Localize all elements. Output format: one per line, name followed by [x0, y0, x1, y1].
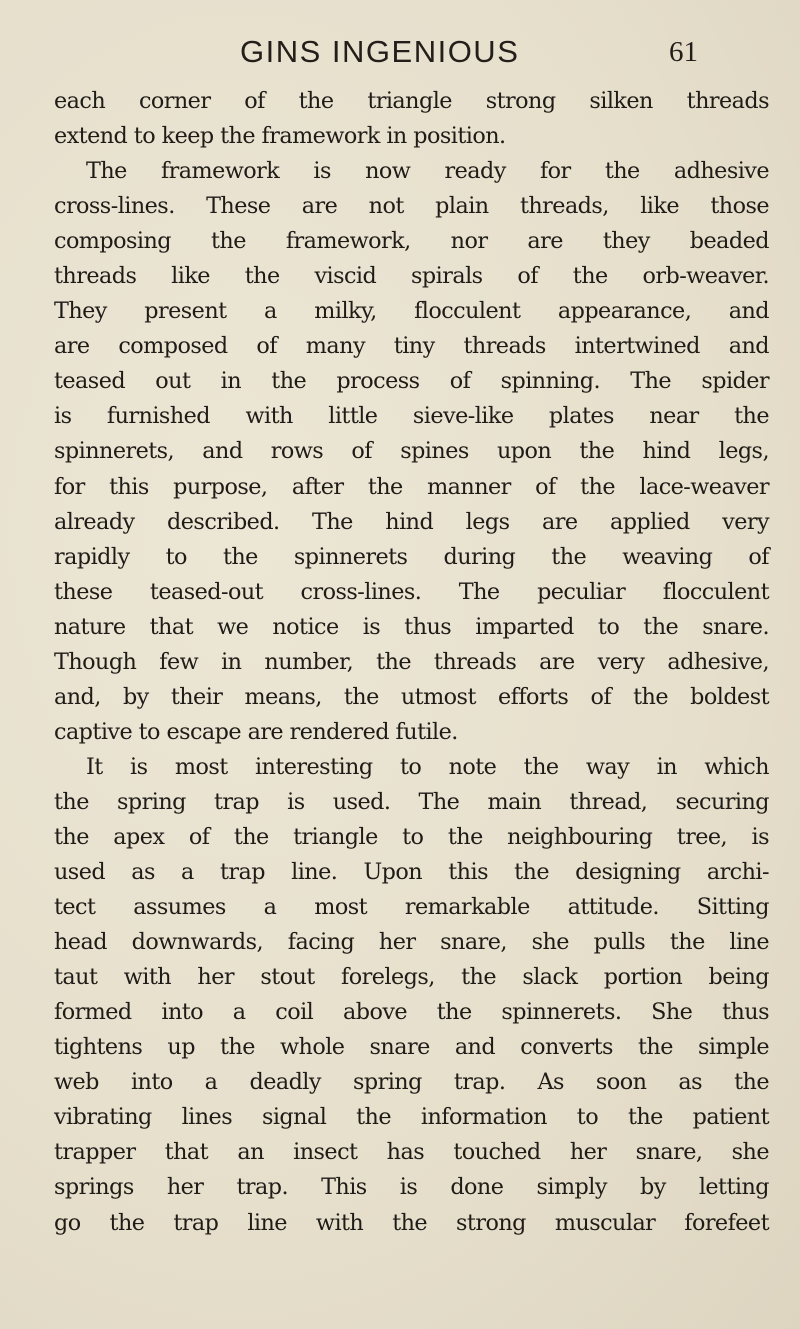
text-line: They present a milky, flocculent appearance, and — [54, 298, 769, 325]
page-number: 61 — [669, 36, 698, 68]
text-line: The framework is now ready for the adhesive — [86, 158, 769, 185]
text-line: extend to keep the framework in position. — [54, 123, 506, 150]
running-title: GINS INGENIOUS — [240, 34, 520, 69]
text-line: rapidly to the spinnerets during the weaving of — [54, 543, 769, 570]
text-line: already described. The hind legs are applied very — [54, 508, 769, 535]
text-line: teased out in the process of spinning. The spider — [54, 368, 769, 395]
text-line: tect assumes a most remarkable attitude. Sitting — [54, 894, 769, 921]
text-line: head downwards, facing her snare, she pulls the line — [54, 929, 769, 956]
text-line: is furnished with little sieve-like plates near the — [54, 403, 769, 430]
text-line: taut with her stout forelegs, the slack portion being — [54, 964, 769, 991]
text-line: for this purpose, after the manner of the lace-weaver — [54, 473, 769, 500]
text-line: these teased-out cross-lines. The peculiar flocculent — [54, 578, 769, 605]
text-line: captive to escape are rendered futile. — [54, 718, 458, 745]
text-line: web into a deadly spring trap. As soon as the — [54, 1069, 769, 1096]
text-line: formed into a coil above the spinnerets. She thus — [54, 999, 769, 1026]
text-line: used as a trap line. Upon this the designing archi- — [54, 859, 769, 886]
text-line: spinnerets, and rows of spines upon the hind legs, — [54, 438, 769, 465]
text-line: tightens up the whole snare and converts the simple — [54, 1034, 769, 1061]
text-line: the spring trap is used. The main thread, securing — [54, 788, 769, 815]
text-line: go the trap line with the strong muscular forefeet — [54, 1209, 769, 1236]
running-head — [0, 34, 800, 74]
text-line: cross-lines. These are not plain threads, like those — [54, 193, 769, 220]
text-line: vibrating lines signal the information to the patient — [54, 1104, 769, 1131]
text-line: threads like the viscid spirals of the orb-weaver. — [54, 263, 769, 290]
text-line: nature that we notice is thus imparted to the snare. — [54, 613, 769, 640]
text-line: the apex of the triangle to the neighbouring tree, is — [54, 823, 769, 850]
text-line: Though few in number, the threads are very adhesive, — [54, 648, 769, 675]
text-line: are composed of many tiny threads intertwined and — [54, 333, 769, 360]
text-line: trapper that an insect has touched her snare, she — [54, 1139, 769, 1166]
text-line: springs her trap. This is done simply by letting — [54, 1174, 769, 1201]
text-line: It is most interesting to note the way in which — [86, 753, 769, 780]
body-text — [54, 84, 769, 1241]
text-line: each corner of the triangle strong silken threads — [54, 88, 769, 114]
text-line: composing the framework, nor are they beaded — [54, 228, 769, 255]
text-line: and, by their means, the utmost efforts of the boldest — [54, 683, 769, 710]
